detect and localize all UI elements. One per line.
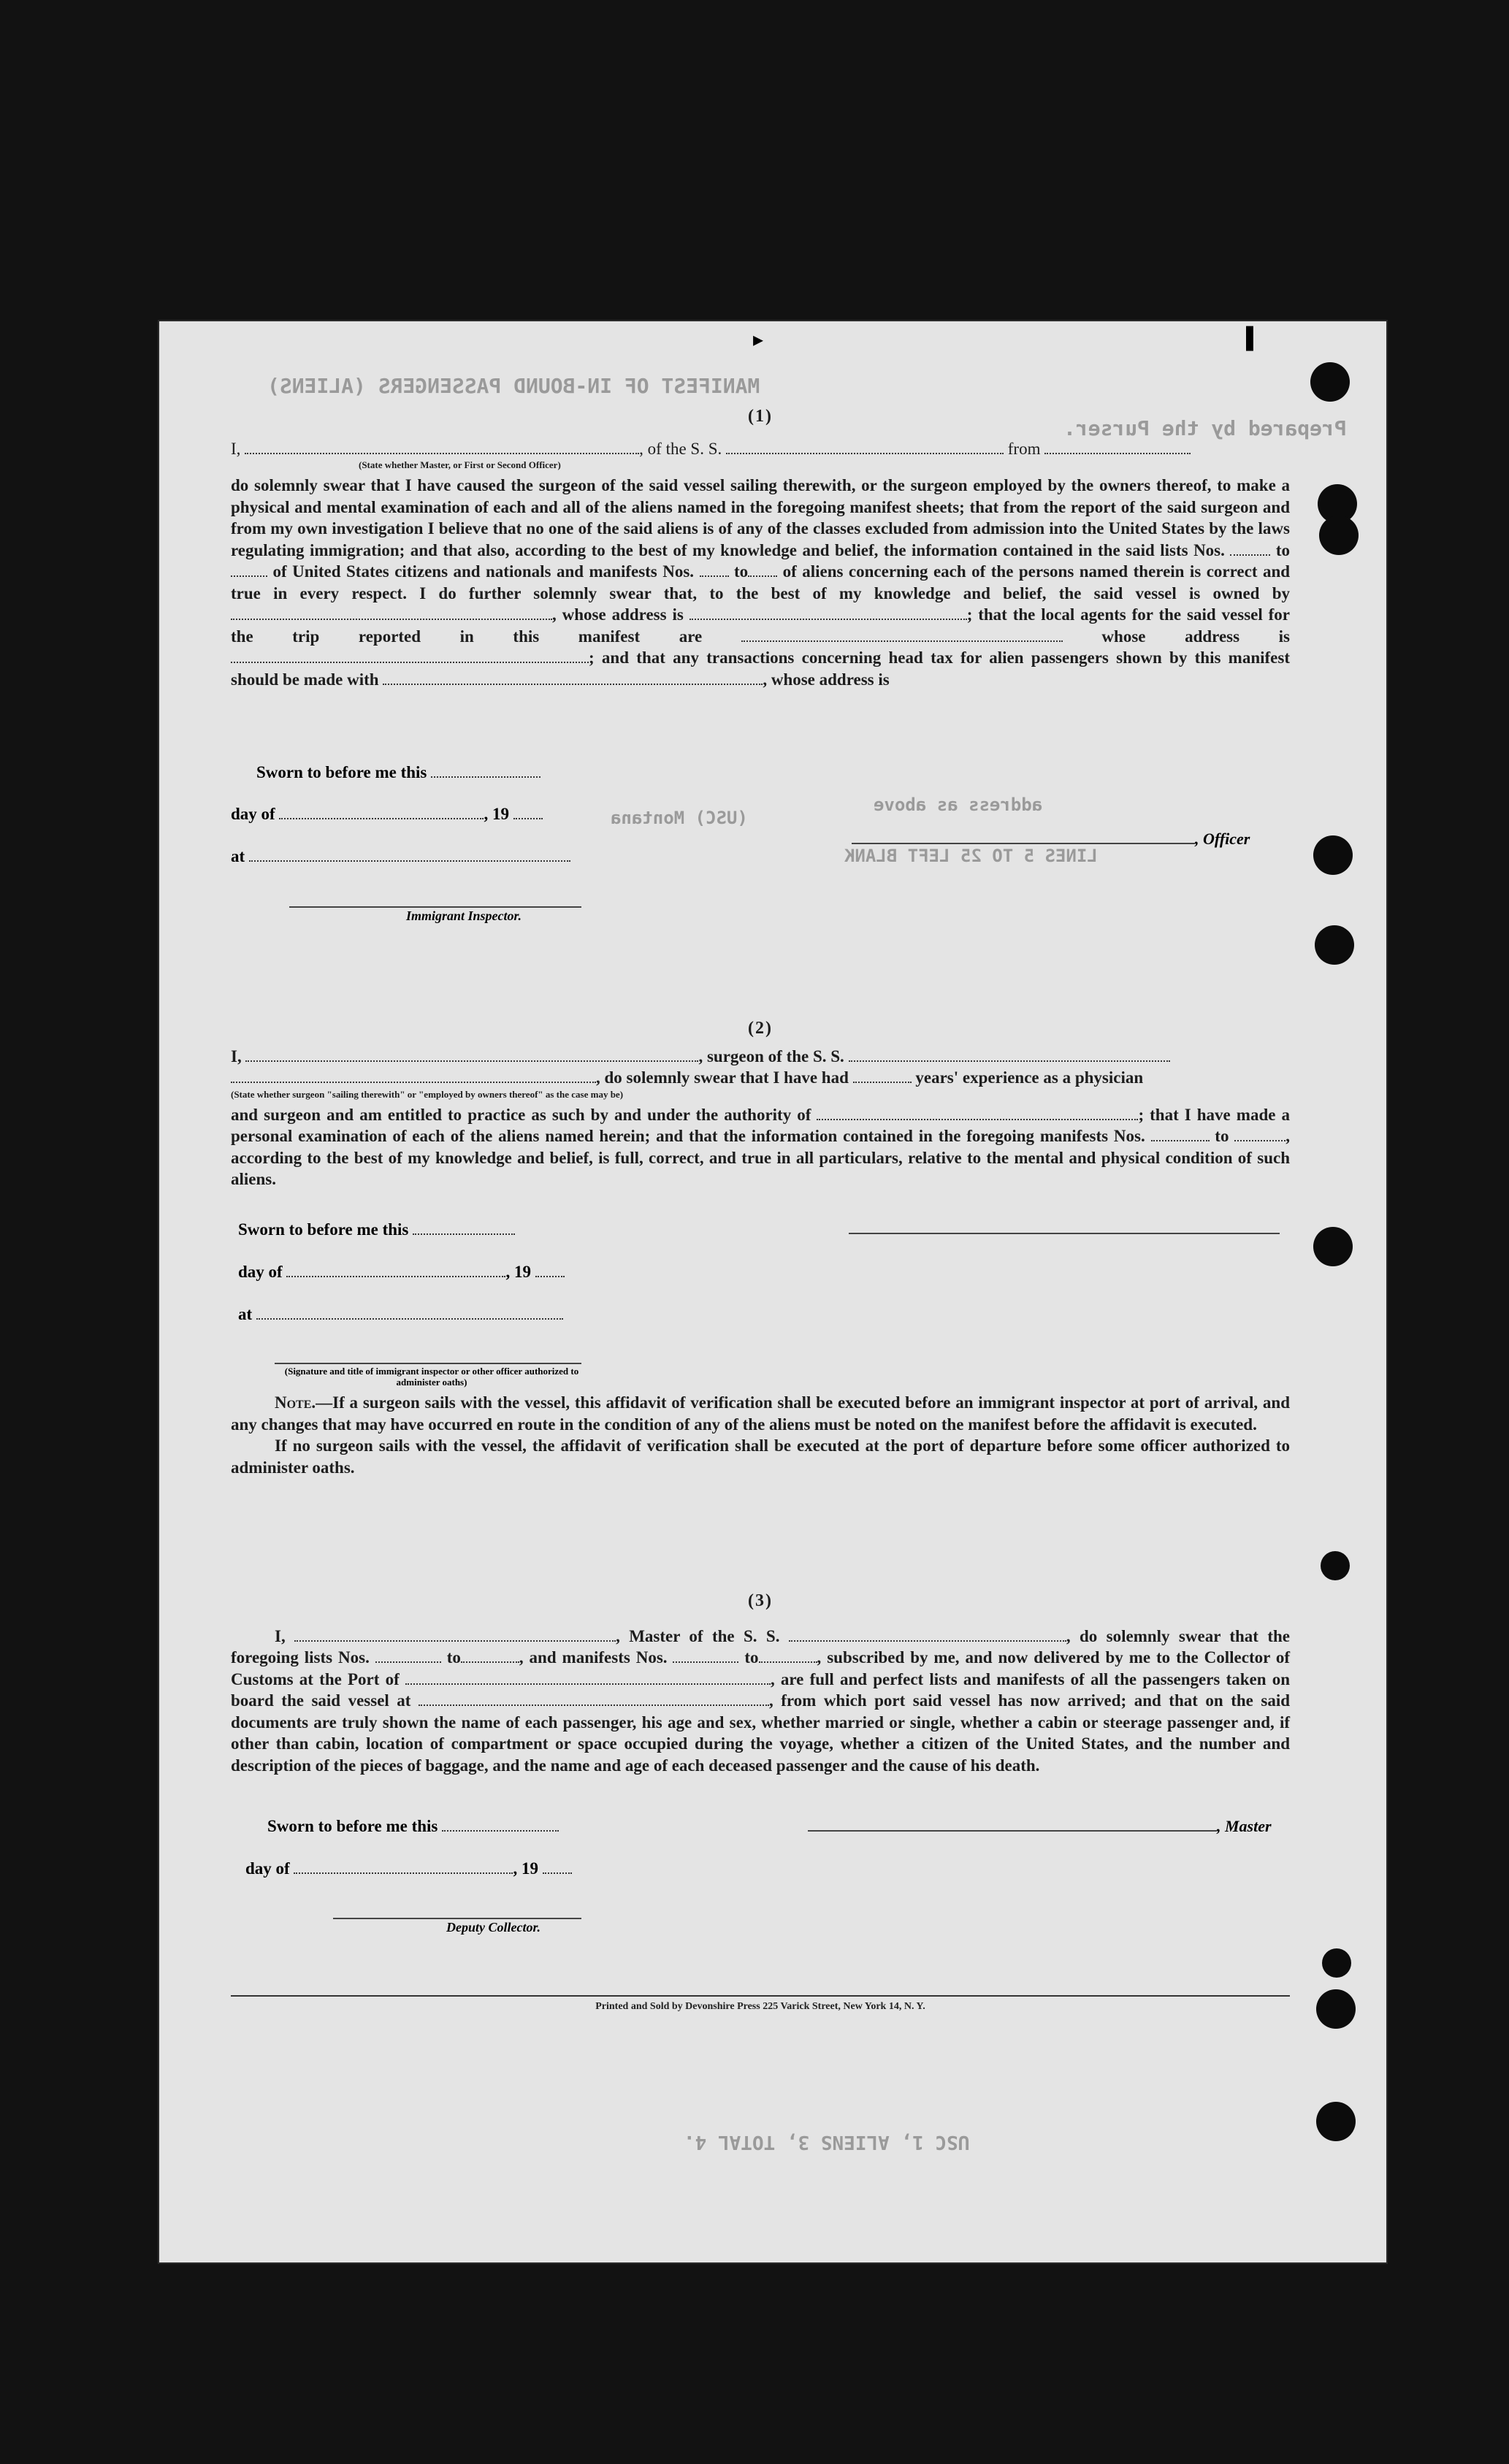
s1-sworn-row (256, 763, 540, 782)
s3-subscribed: , subscribed by me, and now (817, 1648, 1028, 1667)
s3-to2: to (744, 1648, 759, 1667)
s3-full: , are full and perfect lists and (770, 1669, 991, 1688)
s1-body3: of aliens concerning each of the persons named therein is correct and true in every respect. I do further solemnly swear that, to the best of my knowledge and belief, the said vessel is owned by (231, 562, 1291, 602)
s1-list-to-blank (231, 562, 267, 577)
s3-port-blank (405, 1670, 771, 1685)
s1-inspector-line (289, 906, 581, 908)
s3-to: to (446, 1648, 461, 1667)
s3-body1: swear that the foregoing lists Nos. (231, 1626, 1291, 1667)
bleed-prepared: Prepared by the Purser. (1063, 416, 1347, 440)
s2-sworn-blank (413, 1220, 515, 1235)
s3-list-to-blank (461, 1648, 519, 1663)
bleed-montana: (USC) Montana (611, 808, 748, 828)
s1-from-blank (1044, 440, 1191, 454)
s3-from: , from which (768, 1691, 867, 1710)
s3-sworn-row (267, 1817, 559, 1836)
s1-list-from-blank (1230, 541, 1270, 556)
s3-body3: manifests of all the passengers taken on board the said vessel at (231, 1669, 1290, 1710)
s3-master-line (808, 1830, 1217, 1832)
section-2-number: (2) (748, 1019, 773, 1038)
s2-day-blank (286, 1263, 505, 1277)
section-2: (2) I, , surgeon of the S. S. , do solemnly swear that I have had years' experience as a physician (State whether surgeon "sailing therewith" or "employed by owners thereof" as the case may be) and surgeon and am entitled to practice as such by and under the authority of ; that I have made a personal examination of each of the aliens named herein; and that the information contained in the foregoing manifests Nos. to , according to the best of my knowledge and belief, is full, correct, and true in all particulars, relative to the mental and physical condition of such aliens. (231, 1019, 1291, 1188)
s3-sworn-blank (442, 1817, 559, 1832)
s1-to2: to (733, 562, 749, 581)
s3-deputy-collector: Deputy Collector. (446, 1920, 540, 1935)
s2-from-blank (1151, 1127, 1210, 1141)
punch-hole (1316, 1989, 1356, 2029)
punch-hole (1313, 1227, 1353, 1266)
s2-sig-note: (Signature and title of immigrant inspector or other officer authorized to administer oaths) (284, 1366, 579, 1388)
s1-at: at (231, 847, 245, 865)
s1-owner-address-blank (689, 605, 967, 620)
s1-sworn-blank (431, 763, 540, 778)
section-3-number: (3) (748, 1591, 773, 1610)
s2-i: I, (231, 1047, 242, 1065)
s3-day-row (245, 1859, 572, 1878)
s1-from: from (1007, 439, 1041, 458)
s2-body3: , according to the best of my knowledge and belief, is full, correct, and true in all particulars, relative to the mental and physical condition of such aliens. (231, 1127, 1291, 1188)
s1-headtax-blank (383, 670, 763, 685)
punch-hole (1316, 2102, 1356, 2141)
bleed-address: address as above (874, 795, 1043, 815)
s3-list-from-blank (375, 1648, 441, 1663)
s3-day-blank (294, 1859, 513, 1874)
s2-sig-line (275, 1363, 581, 1364)
s2-state-note: (State whether surgeon "sailing therewith" or "employed by owners thereof" as the case may be) (231, 1088, 624, 1100)
s1-nineteen: , 19 (484, 805, 509, 823)
s1-to: to (1275, 540, 1291, 559)
s3-man-from-blank (673, 1648, 738, 1663)
punch-hole (1321, 1551, 1350, 1580)
s2-day-row (238, 1263, 565, 1282)
s2-sworn-row (238, 1220, 515, 1239)
s1-at-row (231, 847, 570, 866)
s3-man-to-blank (759, 1648, 817, 1663)
s1-year-blank (513, 805, 543, 819)
bleed-title: MANIFEST OF IN-BOUND PASSENGERS (ALIENS) (267, 374, 760, 398)
s3-solemnly: , do solemnly (1066, 1626, 1170, 1645)
punch-hole (1315, 925, 1354, 965)
s2-body1: and surgeon and am entitled to practice as such by and under the authority of (231, 1105, 811, 1124)
s1-day-of: day of (231, 805, 275, 823)
s2-years: years' experience as a physician (915, 1068, 1144, 1087)
s2-authority-blank (817, 1106, 1138, 1120)
s1-body5: ; and that any transactions concerning head tax for alien passengers shown by this manifest should be made with (231, 648, 1290, 689)
s1-whose3: , whose address is (763, 670, 890, 689)
s1-i: I, (231, 439, 241, 458)
punch-hole (1313, 835, 1353, 875)
s1-immigrant-inspector: Immigrant Inspector. (406, 908, 522, 923)
s1-officer-line (852, 843, 1195, 844)
s2-years-blank (853, 1068, 912, 1083)
s1-state-note: (State whether Master, or First or Second Officer) (359, 459, 561, 470)
s1-body1: do solemnly swear that I have caused the surgeon of the said vessel sailing therewith, or the surgeon employed by the owners thereof, to make a physical and mental examination of each and all of the aliens named in the foregoing manifest sheets; that from the report of the said surgeon and from my own investigation I believe that no one of the said aliens is of any of the classes excluded from admission into the United States by the laws regulating immigration; and that also, according to the best of my knowledge and belief, the information contained in the said lists Nos. (231, 476, 1290, 559)
s3-body2: delivered by me to the Collector of Customs at the Port of (231, 1648, 1290, 1688)
s2-to: to (1215, 1127, 1229, 1145)
s2-ship-blank (849, 1047, 1170, 1062)
s3-day-of: day of (245, 1859, 290, 1878)
s1-whose: , whose address is (552, 605, 684, 624)
s2-swear: , do solemnly swear that I have had (596, 1068, 849, 1087)
s3-manifests: , and manifests Nos. (519, 1648, 668, 1667)
note-1: —If a surgeon sails with the vessel, this affidavit of verification shall be executed before an immigrant inspector at port of arrival, and any changes that may have occurred en route in the condition of any of the aliens must be noted on the manifest before the affidavit is executed. (231, 1393, 1290, 1434)
section-1-number: (1) (748, 407, 773, 426)
s3-year-blank (543, 1859, 572, 1874)
punch-hole (1319, 516, 1359, 555)
note-2: If no surgeon sails with the vessel, the affidavit of verification shall be executed at the port of departure before some officer authorized to administer oaths. (231, 1436, 1290, 1477)
s2-surgeon: , surgeon of the S. S. (698, 1047, 844, 1065)
s1-day-row (231, 805, 543, 824)
s1-body2: of United States citizens and nationals and manifests Nos. (272, 562, 695, 581)
s2-nineteen: , 19 (505, 1263, 531, 1281)
s1-ship-blank (726, 440, 1004, 454)
s1-agents-address-blank (231, 648, 589, 663)
note-block (231, 1392, 1290, 1478)
bleed-lines-blank: LINES 5 TO 25 LEFT BLANK (844, 846, 1098, 866)
s2-to-blank (1234, 1127, 1285, 1141)
s1-man-to-blank (748, 562, 777, 577)
s2-status-blank (231, 1068, 596, 1083)
punch-hole (1310, 362, 1350, 402)
s1-name-blank (245, 440, 639, 454)
s3-collector-line (333, 1918, 581, 1919)
s3-name-blank (294, 1627, 616, 1642)
s3-master: , Master of the S. S. (616, 1626, 780, 1645)
s1-agents-blank (741, 627, 1063, 642)
punch-hole (1322, 1948, 1351, 1978)
s3-nineteen: , 19 (513, 1859, 538, 1878)
printer-imprint: Printed and Sold by Devonshire Press 225 Varick Street, New York 14, N. Y. (231, 1995, 1290, 2013)
s1-whose2: whose address is (1101, 627, 1290, 646)
s1-body4: that the local agents for the said vessel for the trip reported in this manifest are (231, 605, 1290, 646)
scan-mark: ▌ (1246, 327, 1261, 350)
s3-master-label: , Master (1217, 1817, 1272, 1835)
s2-day-of: day of (238, 1263, 283, 1281)
s1-owner-blank (231, 605, 552, 620)
section-1: (1) I, , of the S. S. from (State whether Master, or First or Second Officer) do solemnly swear that I have caused the surgeon of the said vessel sailing therewith, or the surgeon employed by the owners thereof, to make a physical and mental examination of each and all of the aliens named in the foregoing manifest sheets; that from the report of the said surgeon and from my own investigation I believe that no one of the said aliens is of any of the classes excluded from admission into the United States by the laws regulating immigration; and that also, according to the best of my knowledge and belief, the information contained in the said lists Nos. to of United States citizens and nationals and manifests Nos. to of aliens concerning each of the persons named therein is correct and true in every respect. I do further solemnly swear that, to the best of my knowledge and belief, the said vessel is owned by , whose address is ; that the local agents for the said vessel for the trip reported in this manifest are whose address is ; and that any transactions concerning head tax for alien passengers shown by this manifest should be made with , whose address is (231, 407, 1291, 689)
manifest-back-page (158, 320, 1388, 2264)
s2-sworn: Sworn to before me this (238, 1220, 409, 1239)
s1-man-from-blank (700, 562, 729, 577)
s2-at-row (238, 1305, 563, 1324)
s2-at-blank (256, 1305, 563, 1320)
bleed-totals: USC 1, ALIENS 3, TOTAL 4. (684, 2131, 970, 2153)
s3-i: I, (275, 1626, 286, 1645)
s1-officer: , Officer (1195, 830, 1250, 848)
s3-body4: port said vessel has now arrived; and that on the said documents are truly shown the name of each passenger, his age and sex, whether married or single, whether a cabin or steerage passenger and, if other than cabin, location of compartment or space occupied during the voyage, whether a citizen of the United States, and the number and description of the pieces of baggage, and the name and age of each deceased passenger and the cause of his death. (231, 1691, 1290, 1775)
s1-officer-row (852, 830, 1250, 849)
s2-name-blank (245, 1047, 698, 1062)
s1-of-ss: , of the S. S. (639, 439, 722, 458)
s2-surgeon-sig-line (849, 1233, 1280, 1234)
note-head: Note. (275, 1393, 316, 1412)
s3-sworn: Sworn to before me this (267, 1817, 438, 1835)
s2-at: at (238, 1305, 253, 1323)
s3-ship-blank (789, 1627, 1066, 1642)
section-3 (231, 1591, 1290, 1776)
scan-mark: ▸ (753, 329, 764, 351)
s1-day-blank (279, 805, 484, 819)
s1-at-blank (249, 847, 570, 862)
s3-master-row (808, 1817, 1272, 1836)
s2-body2: that I have made a personal examination of each of the aliens named herein; and that the information contained in the foregoing manifests Nos. (231, 1105, 1290, 1145)
s3-depart-blank (419, 1691, 769, 1706)
s2-year-blank (535, 1263, 565, 1277)
s1-sworn: Sworn to before me this (256, 763, 427, 781)
